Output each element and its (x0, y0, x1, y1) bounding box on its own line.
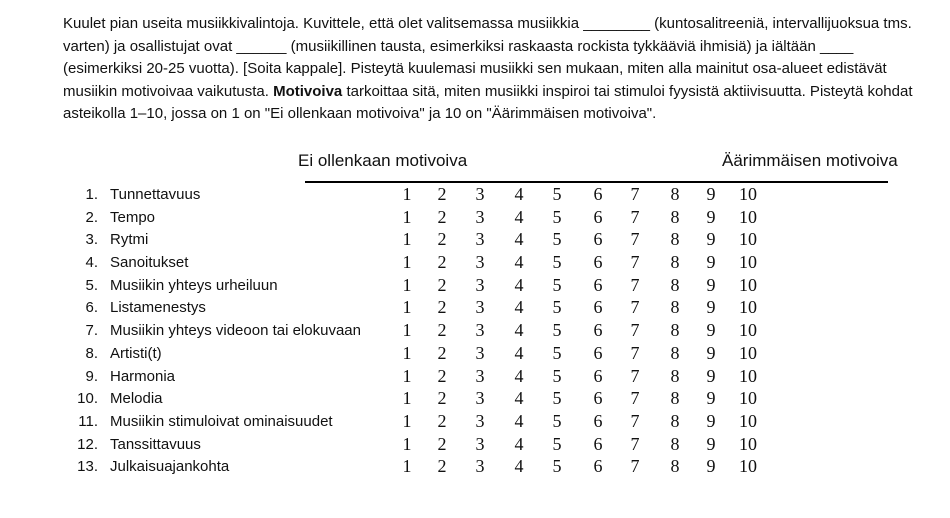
rating-option[interactable]: 8 (670, 410, 680, 431)
rating-option[interactable]: 2 (437, 206, 447, 227)
item-label: Julkaisuajankohta (110, 458, 230, 476)
rating-option[interactable]: 1 (402, 229, 412, 250)
rating-option[interactable]: 7 (630, 365, 640, 386)
rating-option[interactable]: 5 (552, 433, 562, 454)
item-number: 8. (85, 344, 98, 362)
rating-items-list (0, 184, 950, 479)
rating-option[interactable]: 3 (475, 456, 485, 477)
rating-option[interactable]: 8 (670, 184, 680, 204)
rating-option[interactable]: 6 (593, 433, 603, 454)
rating-option[interactable]: 4 (514, 433, 524, 454)
rating-option[interactable]: 8 (670, 297, 680, 318)
rating-option[interactable]: 6 (593, 297, 603, 318)
rating-item-row (0, 343, 950, 366)
rating-item-row (0, 229, 950, 252)
rating-option[interactable]: 1 (402, 297, 412, 318)
rating-option[interactable]: 5 (552, 184, 562, 204)
item-label: Tunnettavuus (110, 186, 201, 203)
rating-option[interactable]: 3 (475, 320, 485, 341)
rating-option[interactable]: 1 (402, 206, 412, 227)
rating-option[interactable]: 2 (437, 410, 447, 431)
rating-option[interactable]: 4 (514, 342, 524, 363)
rating-option[interactable]: 2 (437, 320, 447, 341)
scale-divider-line (305, 181, 888, 183)
rating-option[interactable]: 8 (670, 206, 680, 227)
rating-option[interactable]: 4 (514, 252, 524, 273)
item-number: 9. (85, 367, 98, 385)
rating-option[interactable]: 10 (739, 320, 757, 341)
rating-option[interactable]: 9 (706, 274, 716, 295)
rating-option[interactable]: 7 (630, 184, 640, 204)
rating-item-row (0, 184, 950, 207)
rating-option[interactable]: 7 (630, 388, 640, 409)
rating-option[interactable]: 3 (475, 388, 485, 409)
rating-option[interactable]: 1 (402, 433, 412, 454)
item-number: 3. (85, 231, 98, 249)
rating-option[interactable]: 1 (402, 342, 412, 363)
rating-option[interactable]: 9 (706, 388, 716, 409)
rating-option[interactable]: 10 (739, 274, 757, 295)
rating-option[interactable]: 6 (593, 184, 603, 204)
rating-option[interactable]: 9 (706, 229, 716, 250)
rating-option[interactable]: 2 (437, 365, 447, 386)
rating-option[interactable]: 5 (552, 252, 562, 273)
rating-option[interactable]: 6 (593, 252, 603, 273)
rating-item-row (0, 366, 950, 389)
rating-option[interactable]: 3 (475, 410, 485, 431)
rating-option[interactable]: 10 (739, 433, 757, 454)
item-number: 1. (85, 186, 98, 203)
item-number: 11. (78, 412, 98, 430)
rating-option[interactable]: 10 (739, 456, 757, 477)
rating-option[interactable]: 6 (593, 365, 603, 386)
intro-text-continued: tarkoittaa sitä, miten musiikki inspiroi tai stimuloi fyysistä aktiivisuutta. Pisteytä kohdat asteikolla 1–10, jossa on 1 on "Ei ollenkaan motivoiva" ja 10 on "Äärimmäisen motivoiva". (63, 82, 913, 122)
rating-option[interactable]: 7 (630, 433, 640, 454)
rating-option[interactable]: 5 (552, 320, 562, 341)
rating-option[interactable]: 1 (402, 410, 412, 431)
rating-option[interactable]: 2 (437, 342, 447, 363)
rating-option[interactable]: 6 (593, 320, 603, 341)
rating-option[interactable]: 10 (739, 229, 757, 250)
rating-option[interactable]: 8 (670, 342, 680, 363)
rating-option[interactable]: 3 (475, 365, 485, 386)
rating-option[interactable]: 8 (670, 274, 680, 295)
rating-option[interactable]: 3 (475, 297, 485, 318)
intro-paragraph (63, 13, 928, 126)
rating-option[interactable]: 9 (706, 433, 716, 454)
item-label: Rytmi (110, 231, 149, 249)
intro-text: Kuulet pian useita musiikkivalintoja. Kuvittele, että olet valitsemassa musiikkia ________ (kuntosalitreeniä, intervallijuoksua tms. varten) ja osallistujat ovat ______ (musiikillinen tausta, esimerkiksi raskaasta rockista tykkääviä ihmisiä) ja iältään ____ (esimerkiksi 20-25 vuotta). [Soita kappale]. Pisteytä kuulemasi musiikki sen mukaan, miten alla mainitut osa-alueet edistävät musiikin motivoivaa vaikutusta. (63, 15, 912, 100)
rating-option[interactable]: 9 (706, 410, 716, 431)
item-number: 7. (85, 322, 98, 340)
item-number: 6. (85, 299, 98, 317)
rating-option[interactable]: 2 (437, 456, 447, 477)
item-label: Harmonia (110, 367, 176, 385)
rating-item-row (0, 297, 950, 320)
item-number: 12. (77, 435, 98, 453)
rating-option[interactable]: 4 (514, 388, 524, 409)
rating-option[interactable]: 2 (437, 184, 447, 204)
rating-item-row (0, 388, 950, 411)
motivoiva-term: Motivoiva (273, 82, 343, 100)
rating-option[interactable]: 1 (402, 252, 412, 273)
rating-option[interactable]: 3 (475, 274, 485, 295)
rating-option[interactable]: 1 (402, 365, 412, 386)
rating-option[interactable]: 6 (593, 410, 603, 431)
item-label: Musiikin yhteys urheiluun (110, 276, 278, 294)
rating-option[interactable]: 10 (739, 388, 757, 409)
rating-option[interactable]: 6 (593, 342, 603, 363)
item-number: 5. (85, 276, 98, 294)
rating-option[interactable]: 6 (593, 388, 603, 409)
rating-option[interactable]: 5 (552, 274, 562, 295)
rating-option[interactable]: 1 (402, 320, 412, 341)
scale-min-label: Ei ollenkaan motivoiva (298, 151, 468, 170)
rating-option[interactable]: 5 (552, 365, 562, 386)
rating-option[interactable]: 2 (437, 433, 447, 454)
scale-max-label: Äärimmäisen motivoiva (722, 151, 898, 170)
rating-option[interactable]: 9 (706, 342, 716, 363)
rating-option[interactable]: 8 (670, 433, 680, 454)
rating-option[interactable]: 8 (670, 388, 680, 409)
rating-option[interactable]: 10 (739, 342, 757, 363)
rating-option[interactable]: 6 (593, 229, 603, 250)
rating-option[interactable]: 7 (630, 342, 640, 363)
rating-option[interactable]: 6 (593, 456, 603, 477)
rating-option[interactable]: 8 (670, 456, 680, 477)
rating-option[interactable]: 5 (552, 388, 562, 409)
rating-option[interactable]: 7 (630, 297, 640, 318)
rating-option[interactable]: 9 (706, 184, 716, 204)
rating-option[interactable]: 5 (552, 297, 562, 318)
rating-option[interactable]: 2 (437, 274, 447, 295)
rating-option[interactable]: 1 (402, 274, 412, 295)
item-label: Melodia (110, 390, 163, 408)
rating-option[interactable]: 9 (706, 320, 716, 341)
rating-option[interactable]: 3 (475, 184, 485, 204)
rating-option[interactable]: 1 (402, 388, 412, 409)
rating-option[interactable]: 5 (552, 456, 562, 477)
rating-option[interactable]: 6 (593, 274, 603, 295)
rating-option[interactable]: 4 (514, 365, 524, 386)
rating-option[interactable]: 9 (706, 297, 716, 318)
item-number: 4. (85, 254, 98, 272)
rating-option[interactable]: 9 (706, 252, 716, 273)
item-label: Musiikin yhteys videoon tai elokuvaan (110, 322, 361, 340)
rating-option[interactable]: 3 (475, 433, 485, 454)
rating-item-row (0, 411, 950, 434)
rating-option[interactable]: 10 (739, 410, 757, 431)
rating-option[interactable]: 8 (670, 365, 680, 386)
rating-item-row (0, 456, 950, 479)
rating-option[interactable]: 4 (514, 206, 524, 227)
rating-option[interactable]: 1 (402, 456, 412, 477)
rating-option[interactable]: 5 (552, 410, 562, 431)
rating-option[interactable]: 8 (670, 252, 680, 273)
rating-option[interactable]: 7 (630, 456, 640, 477)
rating-option[interactable]: 10 (739, 297, 757, 318)
rating-option[interactable]: 4 (514, 297, 524, 318)
rating-option[interactable]: 7 (630, 274, 640, 295)
rating-option[interactable]: 7 (630, 320, 640, 341)
item-label: Sanoitukset (110, 254, 189, 272)
rating-option[interactable]: 3 (475, 206, 485, 227)
rating-option[interactable]: 4 (514, 320, 524, 341)
rating-option[interactable]: 2 (437, 252, 447, 273)
rating-option[interactable]: 7 (630, 229, 640, 250)
rating-option[interactable]: 3 (475, 342, 485, 363)
rating-option[interactable]: 4 (514, 274, 524, 295)
rating-option[interactable]: 9 (706, 456, 716, 477)
item-label: Tempo (110, 208, 156, 226)
rating-option[interactable]: 7 (630, 410, 640, 431)
rating-option[interactable]: 1 (402, 184, 412, 204)
rating-option[interactable]: 10 (739, 252, 757, 273)
rating-option[interactable]: 2 (437, 297, 447, 318)
rating-item-row (0, 275, 950, 298)
rating-option[interactable]: 3 (475, 229, 485, 250)
rating-item-row (0, 434, 950, 457)
rating-option[interactable]: 9 (706, 365, 716, 386)
item-number: 13. (77, 458, 98, 476)
rating-option[interactable]: 3 (475, 252, 485, 273)
rating-option[interactable]: 4 (514, 456, 524, 477)
rating-option[interactable]: 9 (706, 206, 716, 227)
rating-option[interactable]: 5 (552, 342, 562, 363)
item-label: Listamenestys (110, 299, 206, 317)
rating-option[interactable]: 8 (670, 229, 680, 250)
rating-option[interactable]: 6 (593, 206, 603, 227)
rating-option[interactable]: 10 (739, 365, 757, 386)
rating-option[interactable]: 4 (514, 184, 524, 204)
rating-option[interactable]: 4 (514, 410, 524, 431)
rating-option[interactable]: 2 (437, 388, 447, 409)
rating-option[interactable]: 7 (630, 206, 640, 227)
item-label: Artisti(t) (110, 344, 162, 362)
rating-item-row (0, 207, 950, 230)
rating-option[interactable]: 5 (552, 206, 562, 227)
rating-option[interactable]: 8 (670, 320, 680, 341)
rating-option[interactable]: 4 (514, 229, 524, 250)
rating-item-row (0, 252, 950, 275)
rating-option[interactable]: 10 (739, 184, 757, 204)
rating-option[interactable]: 10 (739, 206, 757, 227)
rating-option[interactable]: 7 (630, 252, 640, 273)
item-number: 2. (85, 208, 98, 226)
item-label: Tanssittavuus (110, 435, 201, 453)
item-number: 10. (77, 390, 98, 408)
rating-option[interactable]: 5 (552, 229, 562, 250)
rating-option[interactable]: 2 (437, 229, 447, 250)
item-label: Musiikin stimuloivat ominaisuudet (110, 412, 333, 430)
rating-item-row (0, 320, 950, 343)
